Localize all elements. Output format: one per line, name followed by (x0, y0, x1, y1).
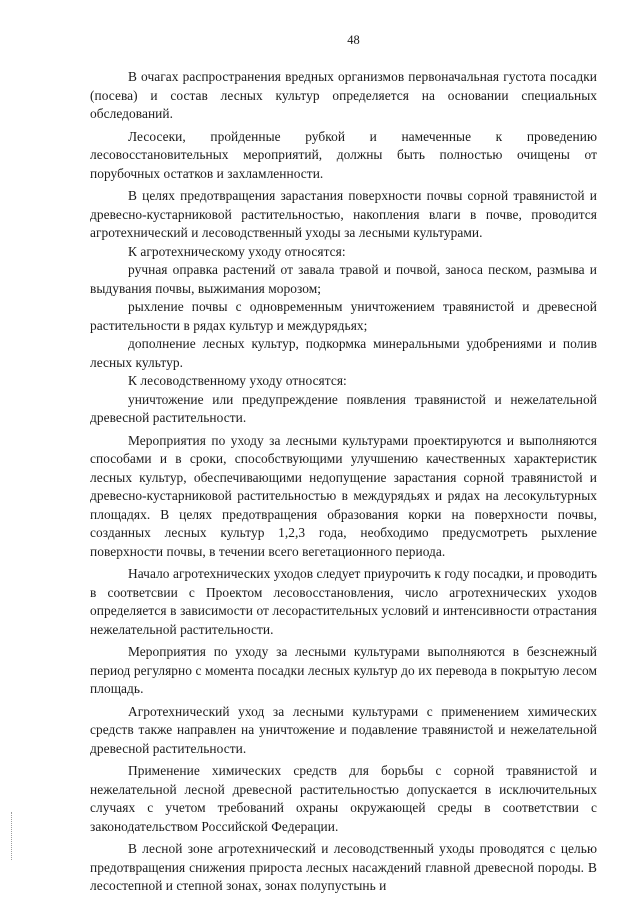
list-item: уничтожение или предупреждение появления травянистой и нежелательной древесной растительности. (90, 391, 597, 425)
paragraph: Лесосеки, пройденные рубкой и намеченные к проведению лесовосстановительных мероприятий, должны быть полностью очищены от порубочных остатков и захламленности. (90, 128, 597, 181)
paragraph: Мероприятия по уходу за лесными культурами выполняются в безснежный период регулярно с момента посадки лесных культур до их перевода в покрытую лесом площадь. (90, 644, 597, 696)
list-item: рыхление почвы с одновременным уничтожением травянистой и древесной растительности в рядах культур и междурядьях; (90, 299, 597, 333)
paragraph: Мероприятия по уходу за лесными культурами проектируются и выполняются способами и в сроки, способствующими улучшению качественных характеристик лесных культур, обеспечивающими недопущение зарастания сорной травянистой и древесно-кустарниковой растительностью в междурядьях и рядах на лесокультурных площадях. В целях предотвращения образования корки на поверхности почвы, созданных лесных культур 1,2,3 года, необходимо предусмотреть рыхление поверхности почвы, в течении всего вегетационного периода. (90, 432, 597, 559)
paragraph: Начало агротехнических уходов следует приурочить к году посадки, и проводить в соответсвии с Проектом лесовосстановления, число агротехнических уходов определяется в зависимости от лесорастительных условий и интенсивности отрастания нежелательной растительности. (90, 566, 597, 637)
paragraph: В целях предотвращения зарастания поверхности почвы сорной травянистой и древесно-кустарниковой растительностью, накопления влаги в почве, проводится агротехнический и лесоводственный уходы за лесными культурами. (90, 188, 597, 240)
document-body (90, 68, 597, 896)
paragraph: Агротехнический уход за лесными культурами с применением химических средств также направлен на уничтожение и подавление травянистой и нежелательной древесной растительности. (90, 703, 597, 756)
paragraph: Применение химических средств для борьбы с сорной травянистой и нежелательной лесной древесной растительностью допускается в исключительных случаях с учетом требований охраны окружающей среды в соответствии с законодательством Российской Федерации. (90, 763, 597, 834)
paragraph: К лесоводственному уходу относятся: (128, 373, 347, 388)
list-item: ручная оправка растений от завала травой и почвой, заноса песком, размыва и выдувания почвы, выжимания морозом; (90, 262, 597, 296)
paragraph: К агротехническому уходу относятся: (128, 243, 346, 259)
paragraph: В очагах распространения вредных организмов первоначальная густота посадки (посева) и состав лесных культур определяется на основании специальных обследований. (90, 69, 597, 121)
scan-margin-marks (11, 812, 15, 860)
page-number: 48 (347, 33, 360, 47)
paragraph: В лесной зоне агротехнический и лесоводственный уходы проводятся с целью предотвращения снижения прироста лесных насаждений главной древесной породы. В лесостепной и степной зонах, зонах полупустынь и (90, 841, 597, 893)
list-item: дополнение лесных культур, подкормка минеральными удобрениями и полив лесных культур. (90, 336, 597, 370)
